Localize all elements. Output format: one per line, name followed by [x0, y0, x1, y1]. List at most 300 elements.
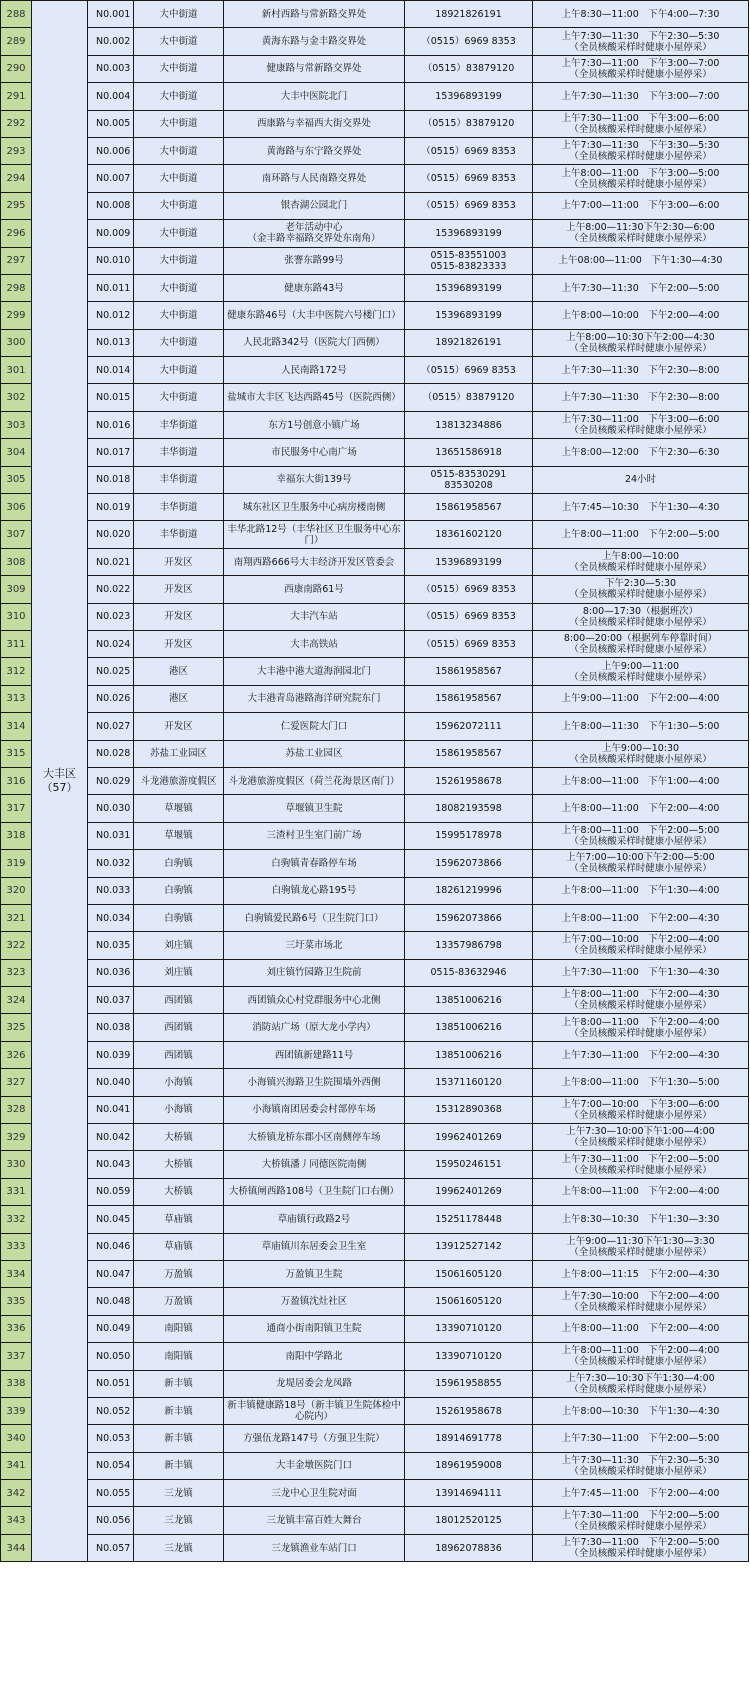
hours-cell-line: （全员核酸采样时健康小屋停采）	[569, 1246, 712, 1258]
street-cell: 新丰镇	[134, 1397, 224, 1424]
phone-cell-line: （0515）6969 8353	[421, 583, 516, 595]
row-number-cell: 336	[1, 1315, 32, 1342]
phone-cell-line: 15261958678	[435, 775, 502, 787]
phone-cell-line: 13390710120	[435, 1350, 502, 1362]
row-number-cell: 307	[1, 521, 32, 548]
hours-cell	[533, 850, 749, 877]
street-cell: 西团镇	[134, 1014, 224, 1041]
phone-cell	[405, 1096, 533, 1123]
hours-cell-line: 上午8:00—11:00 下午1:00—4:00	[561, 775, 720, 787]
site-code-cell: N0.039	[88, 1041, 134, 1068]
phone-cell	[405, 357, 533, 384]
phone-cell	[405, 1124, 533, 1151]
hours-cell-line: 上午7:30—11:00 下午2:00—5:00	[561, 1537, 720, 1549]
table-row	[1, 521, 749, 548]
address-cell-line: 南翔西路666号大丰经济开发区管委会	[233, 556, 395, 568]
phone-cell	[405, 137, 533, 164]
site-code-cell: N0.018	[88, 466, 134, 493]
hours-cell	[533, 932, 749, 959]
address-cell-line: 健康东路43号	[284, 282, 344, 294]
phone-cell-line: 18962078836	[435, 1542, 502, 1554]
hours-cell	[533, 1069, 749, 1096]
hours-cell	[533, 137, 749, 164]
site-code-cell: N0.051	[88, 1370, 134, 1397]
hours-cell	[533, 494, 749, 521]
phone-cell	[405, 1315, 533, 1342]
site-code-cell: N0.046	[88, 1233, 134, 1260]
table-row	[1, 220, 749, 247]
phone-cell	[405, 1233, 533, 1260]
phone-cell-line: 13651586918	[435, 446, 502, 458]
phone-cell-line: 18082193598	[435, 803, 502, 815]
hours-cell-line: 上午7:30—11:30 下午2:00—5:00	[561, 282, 720, 294]
street-cell: 大中街道	[134, 137, 224, 164]
address-cell-line: 城东社区卫生服务中心病房楼南侧	[242, 501, 386, 513]
hours-cell	[533, 1534, 749, 1561]
table-row	[1, 1397, 749, 1424]
phone-cell	[405, 1370, 533, 1397]
site-code-cell: N0.036	[88, 959, 134, 986]
site-code-cell: N0.020	[88, 521, 134, 548]
address-cell	[224, 329, 405, 356]
address-cell	[224, 357, 405, 384]
address-cell-line: 心院内）	[294, 1411, 333, 1423]
phone-cell	[405, 959, 533, 986]
table-row	[1, 1178, 749, 1205]
table-row	[1, 987, 749, 1014]
hours-cell-line: 上午8:00—10:00	[601, 551, 680, 562]
hours-cell-line: （全员核酸采样时健康小屋停采）	[569, 1520, 712, 1532]
street-cell: 三龙镇	[134, 1507, 224, 1534]
hours-cell	[533, 1370, 749, 1397]
row-number-cell: 289	[1, 28, 32, 55]
site-code-cell: N0.004	[88, 83, 134, 110]
table-row	[1, 1041, 749, 1068]
hours-cell	[533, 521, 749, 548]
phone-cell	[405, 932, 533, 959]
phone-cell	[405, 1206, 533, 1233]
hours-cell	[533, 192, 749, 219]
phone-cell-line: （0515）6969 8353	[421, 638, 516, 650]
street-cell: 小海镇	[134, 1069, 224, 1096]
street-cell: 大中街道	[134, 247, 224, 274]
phone-cell	[405, 630, 533, 657]
address-cell	[224, 110, 405, 137]
site-code-cell: N0.052	[88, 1397, 134, 1424]
address-cell-line: 大丰金墩医院门口	[275, 1460, 352, 1472]
row-number-cell: 290	[1, 55, 32, 82]
hours-cell-line: 上午7:30—11:00 下午3:00—6:00	[561, 112, 720, 124]
hours-cell	[533, 713, 749, 740]
hours-cell	[533, 987, 749, 1014]
hours-cell-line: 上午8:00—11:00 下午2:00—4:30	[561, 989, 720, 1001]
address-cell	[224, 1178, 405, 1205]
table-row	[1, 1233, 749, 1260]
hours-cell-line: 上午9:00—11:00	[601, 660, 680, 672]
row-number-cell: 302	[1, 384, 32, 411]
street-cell: 开发区	[134, 576, 224, 603]
address-cell-line: 张謇东路99号	[284, 255, 344, 267]
address-cell	[224, 1343, 405, 1370]
hours-cell	[533, 658, 749, 685]
street-cell: 草庙镇	[134, 1206, 224, 1233]
table-row	[1, 302, 749, 329]
address-cell	[224, 55, 405, 82]
hours-cell-line: （全员核酸采样时健康小屋停采）	[569, 1383, 712, 1395]
row-number-cell: 344	[1, 1534, 32, 1561]
row-number-cell: 306	[1, 494, 32, 521]
row-number-cell: 326	[1, 1041, 32, 1068]
site-code-cell: N0.030	[88, 795, 134, 822]
address-cell-line: 南环路与人民南路交界处	[261, 173, 367, 185]
table-row	[1, 685, 749, 712]
row-number-cell: 318	[1, 822, 32, 849]
address-cell-line: 西团镇新建路11号	[274, 1049, 354, 1061]
hours-cell-line: 上午8:00—11:15 下午2:00—4:30	[561, 1268, 720, 1280]
street-cell: 斗龙港旅游度假区	[134, 767, 224, 794]
phone-cell	[405, 576, 533, 603]
row-number-cell: 297	[1, 247, 32, 274]
hours-cell-line: 上午8:00—11:00 下午2:00—5:00	[561, 824, 720, 836]
phone-cell	[405, 740, 533, 767]
address-cell-line: 老年活动中心	[285, 222, 343, 234]
address-cell-line: 消防站广场（原大龙小学内）	[252, 1022, 376, 1034]
address-cell	[224, 603, 405, 630]
address-cell-line: 人民北路342号（医院大门西侧）	[243, 337, 385, 349]
address-cell-line: 银杏湖公园北门	[280, 200, 348, 212]
hours-cell	[533, 466, 749, 493]
street-cell: 新丰镇	[134, 1452, 224, 1479]
site-code-cell: N0.016	[88, 411, 134, 438]
phone-cell	[405, 1425, 533, 1452]
hours-cell-line: 上午7:30—11:00 下午2:00—5:00	[561, 1153, 720, 1165]
table-row	[1, 548, 749, 575]
address-cell-line: 新丰镇健康路18号（新丰镇卫生院体检中	[227, 1400, 401, 1412]
hours-cell	[533, 576, 749, 603]
street-cell: 大中街道	[134, 220, 224, 247]
row-number-cell: 342	[1, 1480, 32, 1507]
row-number-cell: 293	[1, 137, 32, 164]
hours-cell-line: （全员核酸采样时健康小屋停采）	[569, 1164, 712, 1176]
phone-cell	[405, 904, 533, 931]
street-cell: 大中街道	[134, 1, 224, 28]
address-cell	[224, 767, 405, 794]
row-number-cell: 333	[1, 1233, 32, 1260]
site-code-cell: N0.056	[88, 1507, 134, 1534]
hours-cell-line: （全员核酸采样时健康小屋停采）	[569, 151, 712, 163]
hours-cell-line: 上午7:30—10:00下午1:00—4:00	[566, 1126, 715, 1138]
address-cell	[224, 1534, 405, 1561]
table-row	[1, 1370, 749, 1397]
hours-cell-line: 上午8:00—11:30 下午1:30—5:00	[561, 720, 720, 732]
hours-cell	[533, 1343, 749, 1370]
hours-cell-line: 上午8:00—11:30下午2:30—6:00	[566, 222, 715, 234]
street-cell: 港区	[134, 685, 224, 712]
street-cell: 开发区	[134, 603, 224, 630]
hours-cell	[533, 302, 749, 329]
address-cell	[224, 795, 405, 822]
address-cell	[224, 220, 405, 247]
address-cell-line: 市民服务中心南广场	[271, 446, 357, 458]
phone-cell-line: 13813234886	[435, 419, 502, 431]
phone-cell-line: 13390710120	[435, 1323, 502, 1335]
hours-cell-line: 上午8:00—11:00 下午1:30—4:00	[561, 885, 720, 897]
site-code-cell: N0.040	[88, 1069, 134, 1096]
phone-cell-line: （0515）6969 8353	[421, 364, 516, 376]
address-cell	[224, 1425, 405, 1452]
hours-cell	[533, 740, 749, 767]
table-row	[1, 822, 749, 849]
site-code-cell: N0.035	[88, 932, 134, 959]
phone-cell	[405, 713, 533, 740]
table-row	[1, 877, 749, 904]
address-cell	[224, 1452, 405, 1479]
site-code-cell: N0.059	[88, 1178, 134, 1205]
site-code-cell: N0.049	[88, 1315, 134, 1342]
phone-cell-line: 15861958567	[435, 501, 502, 513]
street-cell: 三龙镇	[134, 1480, 224, 1507]
phone-cell	[405, 685, 533, 712]
phone-cell-line: 15861958567	[435, 666, 502, 678]
hours-cell-line: 上午7:30—11:00 下午3:00—6:00	[561, 414, 720, 426]
row-number-cell: 328	[1, 1096, 32, 1123]
address-cell-line: 黄海东路与金丰路交界处	[261, 36, 367, 48]
hours-cell-line: （全员核酸采样时健康小屋停采）	[569, 671, 712, 683]
phone-cell	[405, 83, 533, 110]
hours-cell	[533, 274, 749, 301]
table-row	[1, 603, 749, 630]
hours-cell-line: 上午7:30—11:30 下午2:30—5:30	[561, 1454, 720, 1466]
district-cell	[32, 1, 88, 1562]
address-cell	[224, 1, 405, 28]
hours-cell-line: （全员核酸采样时健康小屋停采）	[569, 562, 712, 573]
phone-cell	[405, 1151, 533, 1178]
site-code-cell: N0.057	[88, 1534, 134, 1561]
address-cell	[224, 466, 405, 493]
row-number-cell: 325	[1, 1014, 32, 1041]
row-number-cell: 303	[1, 411, 32, 438]
hours-cell-line: （全员核酸采样时健康小屋停采）	[569, 753, 712, 765]
address-cell	[224, 83, 405, 110]
site-code-cell: N0.013	[88, 329, 134, 356]
site-code-cell: N0.014	[88, 357, 134, 384]
table-row	[1, 1507, 749, 1534]
address-cell-line: （金丰路幸福路交界处东南角）	[247, 233, 381, 245]
row-number-cell: 291	[1, 83, 32, 110]
hours-cell	[533, 165, 749, 192]
street-cell: 丰华街道	[134, 521, 224, 548]
address-cell	[224, 1041, 405, 1068]
hours-cell-line: （全员核酸采样时健康小屋停采）	[569, 1137, 712, 1149]
hours-cell-line: 上午7:30—11:30 下午3:30—5:30	[561, 140, 720, 152]
table-row	[1, 1124, 749, 1151]
table-row	[1, 767, 749, 794]
row-number-cell: 322	[1, 932, 32, 959]
street-cell: 大中街道	[134, 28, 224, 55]
hours-cell	[533, 247, 749, 274]
street-cell: 大中街道	[134, 329, 224, 356]
address-cell-line: 三龙镇渔业车站门口	[271, 1542, 357, 1554]
site-code-cell: N0.038	[88, 1014, 134, 1041]
hours-cell	[533, 1288, 749, 1315]
table-row	[1, 55, 749, 82]
address-cell	[224, 1069, 405, 1096]
hours-cell-line: （全员核酸采样时健康小屋停采）	[569, 68, 712, 80]
address-cell-line: 东方1号创意小镇广场	[268, 419, 360, 431]
row-number-cell: 313	[1, 685, 32, 712]
address-cell-line: 西团镇众心村党群服务中心北侧	[247, 994, 381, 1006]
site-code-cell: N0.055	[88, 1480, 134, 1507]
phone-cell	[405, 1452, 533, 1479]
phone-cell	[405, 822, 533, 849]
hours-cell	[533, 83, 749, 110]
address-cell	[224, 1288, 405, 1315]
table-row	[1, 357, 749, 384]
phone-cell-line: 0515-83632946	[430, 967, 507, 979]
hours-cell-line: 上午8:00—11:00 下午2:00—4:00	[561, 1016, 720, 1028]
hours-cell	[533, 357, 749, 384]
table-row	[1, 329, 749, 356]
phone-cell	[405, 877, 533, 904]
row-number-cell: 309	[1, 576, 32, 603]
hours-cell-line: 上午7:30—10:00 下午2:00—4:00	[561, 1290, 720, 1302]
hours-cell-line: 上午7:00—11:00 下午3:00—6:00	[561, 200, 720, 212]
hours-cell	[533, 1178, 749, 1205]
row-number-cell: 341	[1, 1452, 32, 1479]
street-cell: 草庙镇	[134, 1233, 224, 1260]
hours-cell	[533, 1096, 749, 1123]
hours-cell-line: 上午7:45—10:30 下午1:30—4:30	[561, 501, 720, 513]
site-code-cell: N0.042	[88, 1124, 134, 1151]
phone-cell	[405, 439, 533, 466]
hours-cell	[533, 384, 749, 411]
hours-cell	[533, 110, 749, 137]
row-number-cell: 305	[1, 466, 32, 493]
hours-cell	[533, 329, 749, 356]
hours-cell	[533, 904, 749, 931]
hours-cell-line: 24小时	[624, 474, 657, 486]
street-cell: 大桥镇	[134, 1178, 224, 1205]
street-cell: 刘庄镇	[134, 959, 224, 986]
table-row	[1, 1425, 749, 1452]
site-code-cell: N0.005	[88, 110, 134, 137]
address-cell	[224, 850, 405, 877]
street-cell: 开发区	[134, 630, 224, 657]
table-body	[1, 1, 749, 1562]
street-cell: 大中街道	[134, 384, 224, 411]
row-number-cell: 320	[1, 877, 32, 904]
phone-cell-line: 15061605120	[435, 1296, 502, 1308]
row-number-cell: 317	[1, 795, 32, 822]
table-row	[1, 1206, 749, 1233]
site-code-cell: N0.015	[88, 384, 134, 411]
phone-cell	[405, 795, 533, 822]
hours-cell-line: 上午7:00—10:00 下午2:00—4:00	[561, 934, 720, 946]
phone-cell-line: （0515）6969 8353	[421, 611, 516, 623]
phone-cell	[405, 987, 533, 1014]
site-code-cell: N0.006	[88, 137, 134, 164]
phone-cell-line: （0515）6969 8353	[421, 36, 516, 48]
site-code-cell: N0.028	[88, 740, 134, 767]
address-cell	[224, 1397, 405, 1424]
phone-cell-line: （0515）6969 8353	[421, 145, 516, 157]
hours-cell-line: 上午7:30—11:30 下午2:30—8:00	[561, 392, 720, 404]
street-cell: 新丰镇	[134, 1370, 224, 1397]
hours-cell-line: 上午8:00—11:00 下午2:00—4:00	[561, 1345, 720, 1357]
hours-cell	[533, 55, 749, 82]
site-code-cell: N0.011	[88, 274, 134, 301]
phone-cell	[405, 220, 533, 247]
phone-cell-line: 18261219996	[435, 885, 502, 897]
address-cell-line: 大桥镇潘丿同德医院南侧	[261, 1159, 367, 1171]
phone-cell	[405, 494, 533, 521]
address-cell	[224, 165, 405, 192]
address-cell-line: 万盈镇沈灶社区	[280, 1296, 348, 1308]
phone-cell	[405, 1014, 533, 1041]
phone-cell-line: 15396893199	[435, 227, 502, 239]
phone-cell-line: 18012520125	[435, 1515, 502, 1527]
row-number-cell: 298	[1, 274, 32, 301]
site-code-cell: N0.054	[88, 1452, 134, 1479]
phone-cell-line: 15251178448	[435, 1213, 502, 1225]
address-cell-line: 刘庄镇竹园路卫生院前	[266, 967, 362, 979]
address-cell-line: 三龙中心卫生院对面	[271, 1487, 357, 1499]
street-cell: 大中街道	[134, 110, 224, 137]
phone-cell-line: 15396893199	[435, 90, 502, 102]
hours-cell	[533, 877, 749, 904]
address-cell-line: 大桥镇闸西路108号（卫生院门口右侧）	[228, 1186, 400, 1198]
address-cell-line: 新村西路与常新路交界处	[261, 8, 367, 20]
phone-cell	[405, 1260, 533, 1287]
site-code-cell: N0.041	[88, 1096, 134, 1123]
hours-cell-line: 上午8:00—11:00 下午2:00—4:30	[561, 912, 720, 924]
address-cell-line: 大丰港青岛港路海洋研究院东门	[247, 693, 381, 705]
hours-cell	[533, 411, 749, 438]
hours-cell-line: 上午8:30—10:30 下午1:30—3:30	[561, 1213, 720, 1225]
phone-cell	[405, 192, 533, 219]
table-row	[1, 1014, 749, 1041]
table-row	[1, 795, 749, 822]
street-cell: 草堰镇	[134, 822, 224, 849]
address-cell	[224, 1260, 405, 1287]
phone-cell	[405, 329, 533, 356]
address-cell	[224, 822, 405, 849]
hours-cell-line: 上午7:30—11:00 下午3:00—7:00	[561, 57, 720, 69]
table-row	[1, 1343, 749, 1370]
site-code-cell: N0.053	[88, 1425, 134, 1452]
address-cell	[224, 439, 405, 466]
site-code-cell: N0.007	[88, 165, 134, 192]
hours-cell	[533, 1315, 749, 1342]
table-row	[1, 466, 749, 493]
row-number-cell: 339	[1, 1397, 32, 1424]
street-cell: 大中街道	[134, 274, 224, 301]
phone-cell-line: 15061605120	[435, 1268, 502, 1280]
hours-cell-line: 上午7:30—11:00 下午2:00—5:00	[561, 1509, 720, 1521]
hours-cell-line: 上午8:00—12:00 下午2:30—6:30	[561, 446, 720, 458]
street-cell: 开发区	[134, 548, 224, 575]
row-number-cell: 294	[1, 165, 32, 192]
phone-cell-line: 18914691778	[435, 1433, 502, 1444]
hours-cell-line: 上午7:30—11:00 下午2:00—4:30	[561, 1049, 720, 1061]
hours-cell	[533, 1206, 749, 1233]
hours-cell	[533, 28, 749, 55]
hours-cell-line: （全员核酸采样时健康小屋停采）	[569, 644, 712, 656]
phone-cell	[405, 1343, 533, 1370]
address-cell-line: 通商小街南阳镇卫生院	[266, 1323, 362, 1335]
row-number-cell: 323	[1, 959, 32, 986]
address-cell	[224, 1151, 405, 1178]
